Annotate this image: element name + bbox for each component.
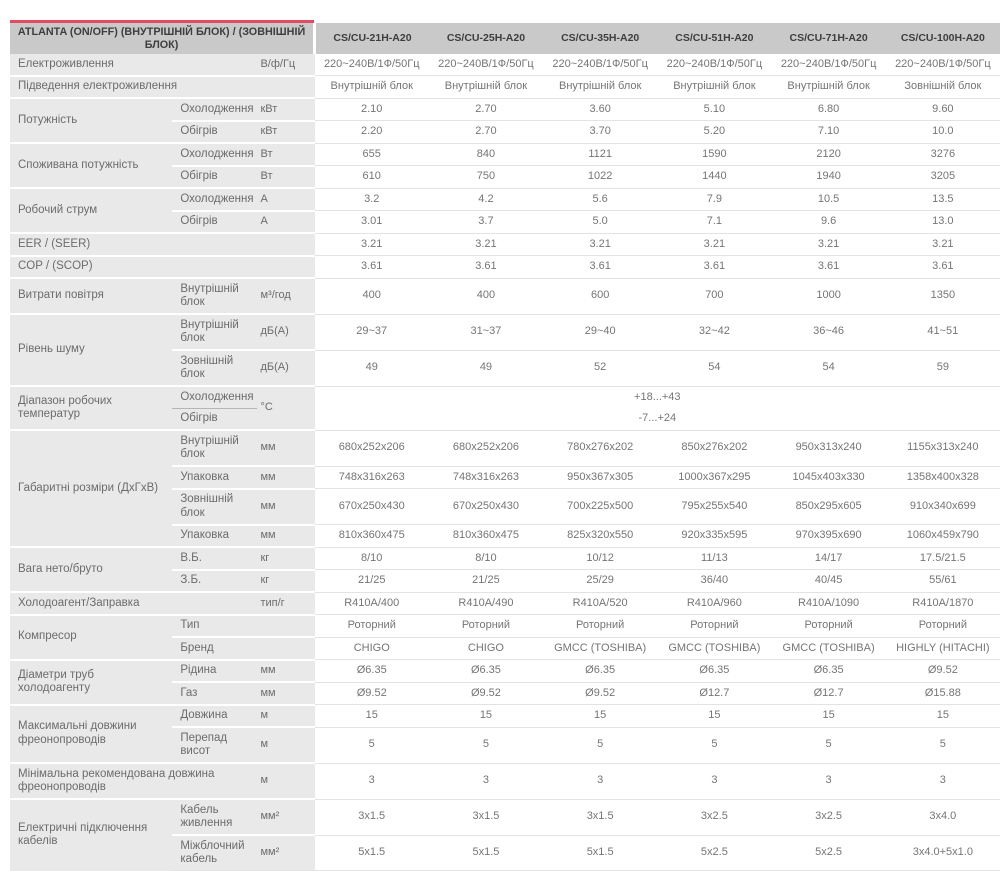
param-value: 1358x400x328 [886, 466, 1000, 489]
param-value: Ø12.7 [657, 682, 771, 705]
param-value: 7.1 [657, 211, 771, 234]
param-sub-label: Міжблочний кабель [172, 835, 257, 871]
param-unit: мм [257, 682, 314, 705]
param-unit [257, 637, 314, 660]
param-value: 6.80 [771, 98, 885, 121]
param-unit: кг [257, 570, 314, 593]
param-value: 5x2.5 [771, 835, 885, 871]
param-sub-label: Обігрів [172, 121, 257, 144]
param-value: 1440 [657, 166, 771, 189]
param-value: 400 [429, 278, 543, 314]
param-value: 13.5 [886, 188, 1000, 211]
param-value: 17.5/21.5 [886, 547, 1000, 570]
param-value: Ø9.52 [543, 682, 657, 705]
param-unit: мм² [257, 799, 314, 835]
param-sub-label: Охолодження [172, 143, 257, 166]
param-value: 3.7 [429, 211, 543, 234]
param-group-label: Рівень шуму [10, 314, 172, 386]
param-unit: В/ф/Гц [257, 54, 314, 76]
header-row [10, 23, 1000, 54]
spec-row [10, 547, 1000, 570]
param-value: 3 [771, 763, 885, 799]
param-value: 400 [315, 278, 429, 314]
param-value: 3 [886, 763, 1000, 799]
param-value: 840 [429, 143, 543, 166]
param-value: 1000 [771, 278, 885, 314]
spec-row [10, 592, 1000, 615]
param-unit: м [257, 727, 314, 763]
param-value: 29~37 [315, 314, 429, 350]
param-sub-label: Упаковка [172, 466, 257, 489]
param-value: 3.61 [657, 256, 771, 279]
param-value: 3x1.5 [315, 799, 429, 835]
param-value: 11/13 [657, 547, 771, 570]
param-value: 10.5 [771, 188, 885, 211]
param-value: 220~240В/1Ф/50Гц [543, 54, 657, 76]
param-group-label: Мінімальна рекомендована довжина фреонопроводів [10, 763, 257, 799]
param-value: 3x2.5 [657, 799, 771, 835]
param-value: 36/40 [657, 570, 771, 593]
param-unit: м [257, 705, 314, 728]
param-value: 15 [543, 705, 657, 728]
param-value: Внутрішній блок [543, 76, 657, 99]
param-value: 54 [771, 350, 885, 386]
param-sub-label: В.Б. [172, 547, 257, 570]
param-group-label: Споживана потужність [10, 143, 172, 188]
param-value: 5 [657, 727, 771, 763]
param-value: 220~240В/1Ф/50Гц [429, 54, 543, 76]
model-column-header: CS/CU-100H-A20 [886, 23, 1000, 54]
param-unit: А [257, 188, 314, 211]
param-sub-label: Довжина [172, 705, 257, 728]
param-value: 3205 [886, 166, 1000, 189]
param-value: 15 [886, 705, 1000, 728]
spec-table-header [10, 23, 1000, 54]
param-value: 3276 [886, 143, 1000, 166]
param-value: 950x367x305 [543, 466, 657, 489]
param-sub-label: Бренд [172, 637, 257, 660]
param-value: 3.60 [543, 98, 657, 121]
param-value: 15 [771, 705, 885, 728]
param-value: 748x316x263 [429, 466, 543, 489]
param-value: 1045x403x330 [771, 466, 885, 489]
param-value: 3.21 [657, 233, 771, 256]
param-value: 1350 [886, 278, 1000, 314]
param-value: 810x360x475 [429, 525, 543, 548]
param-value: 2.70 [429, 121, 543, 144]
param-value: R410A/400 [315, 592, 429, 615]
param-value: R410A/960 [657, 592, 771, 615]
param-value: 3.01 [315, 211, 429, 234]
param-value: 3.21 [886, 233, 1000, 256]
param-value: Ø9.52 [315, 682, 429, 705]
param-sub-label: Внутрішній блок [172, 314, 257, 350]
param-value: 825x320x550 [543, 525, 657, 548]
param-value: Внутрішній блок [771, 76, 885, 99]
param-value: Роторний [543, 615, 657, 638]
param-value: Внутрішній блок [429, 76, 543, 99]
param-value: Ø6.35 [771, 660, 885, 683]
param-value: 2.70 [429, 98, 543, 121]
param-value: 9.60 [886, 98, 1000, 121]
param-value: 52 [543, 350, 657, 386]
param-value: 8/10 [429, 547, 543, 570]
model-column-header: CS/CU-21H-A20 [315, 23, 429, 54]
param-unit: кг [257, 547, 314, 570]
param-sub-label: Рідина [172, 660, 257, 683]
param-value: HIGHLY (HITACHI) [886, 637, 1000, 660]
param-value: 220~240В/1Ф/50Гц [886, 54, 1000, 76]
param-unit: кВт [257, 98, 314, 121]
param-value: 7.10 [771, 121, 885, 144]
param-value: 220~240В/1Ф/50Гц [315, 54, 429, 76]
param-value: 21/25 [429, 570, 543, 593]
param-value: 2.20 [315, 121, 429, 144]
param-sub-label: Упаковка [172, 525, 257, 548]
param-value: 5x2.5 [657, 835, 771, 871]
param-value: 49 [429, 350, 543, 386]
param-value: 59 [886, 350, 1000, 386]
param-unit: м³/год [257, 278, 314, 314]
param-value: 5.20 [657, 121, 771, 144]
param-value: 3.21 [315, 233, 429, 256]
param-value: 3.61 [543, 256, 657, 279]
param-value: Ø6.35 [543, 660, 657, 683]
param-value: 2.10 [315, 98, 429, 121]
model-column-header: CS/CU-51H-A20 [657, 23, 771, 54]
spec-row [10, 256, 1000, 279]
param-group-label: COP / (SCOP) [10, 256, 315, 279]
param-value: 21/25 [315, 570, 429, 593]
param-value: 9.6 [771, 211, 885, 234]
param-value: 920x335x595 [657, 525, 771, 548]
param-value: R410A/1870 [886, 592, 1000, 615]
param-value: 1155x313x240 [886, 430, 1000, 466]
param-group-label: Електроживлення [10, 54, 257, 76]
param-value: 670x250x430 [315, 489, 429, 525]
param-value: 970x395x690 [771, 525, 885, 548]
param-value: 655 [315, 143, 429, 166]
param-value: 5 [886, 727, 1000, 763]
param-sub-label: Охолодження [172, 188, 257, 211]
param-value: 220~240В/1Ф/50Гц [657, 54, 771, 76]
param-value: 29~40 [543, 314, 657, 350]
param-sub-label: З.Б. [172, 570, 257, 593]
param-group-label: Холодоагент/Заправка [10, 592, 257, 615]
param-value: Ø6.35 [315, 660, 429, 683]
param-value: 1022 [543, 166, 657, 189]
param-value: 14/17 [771, 547, 885, 570]
param-value: 610 [315, 166, 429, 189]
param-value: 1060x459x790 [886, 525, 1000, 548]
param-unit: кВт [257, 121, 314, 144]
param-value: 810x360x475 [315, 525, 429, 548]
param-value: 780x276x202 [543, 430, 657, 466]
param-value: R410A/490 [429, 592, 543, 615]
param-value: 8/10 [315, 547, 429, 570]
param-unit: тип/г [257, 592, 314, 615]
param-value: 31~37 [429, 314, 543, 350]
param-group-label: Діапазон робочих температур [10, 386, 172, 430]
param-value: 3.21 [543, 233, 657, 256]
param-sub-label: Обігрів [172, 211, 257, 234]
param-value: 3x4.0 [886, 799, 1000, 835]
spec-row [10, 314, 1000, 350]
table-corner-header: ATLANTA (ON/OFF) (ВНУТРІШНІЙ БЛОК) / (ЗОВНІШНІЙ БЛОК) [10, 23, 315, 54]
param-value: Внутрішній блок [315, 76, 429, 99]
param-value: 5.6 [543, 188, 657, 211]
param-value: 700x225x500 [543, 489, 657, 525]
param-value: 795x255x540 [657, 489, 771, 525]
param-value: 850x276x202 [657, 430, 771, 466]
param-value: 3x4.0+5x1.0 [886, 835, 1000, 871]
param-value: 1000x367x295 [657, 466, 771, 489]
param-value: 910x340x699 [886, 489, 1000, 525]
param-unit: мм [257, 466, 314, 489]
param-value: R410A/1090 [771, 592, 885, 615]
param-group-label: Максимальні довжини фреонопроводів [10, 705, 172, 764]
param-value: 3x1.5 [429, 799, 543, 835]
param-unit: Вт [257, 166, 314, 189]
param-value: 7.9 [657, 188, 771, 211]
param-value: 3.61 [315, 256, 429, 279]
param-unit: дБ(А) [257, 314, 314, 350]
param-value: 2120 [771, 143, 885, 166]
param-unit: мм [257, 525, 314, 548]
param-value: Ø6.35 [657, 660, 771, 683]
spec-row [10, 98, 1000, 121]
param-value: 700 [657, 278, 771, 314]
param-group-label: Робочий струм [10, 188, 172, 233]
param-value: CHIGO [315, 637, 429, 660]
param-value: 3.61 [771, 256, 885, 279]
param-value: 680x252x206 [315, 430, 429, 466]
param-value: Ø9.52 [429, 682, 543, 705]
param-value: 5x1.5 [429, 835, 543, 871]
param-group-label: Компресор [10, 615, 172, 660]
param-value: GMCC (TOSHIBA) [771, 637, 885, 660]
param-unit [257, 615, 314, 638]
param-group-label: EER / (SEER) [10, 233, 315, 256]
param-unit: мм [257, 430, 314, 466]
param-value: 670x250x430 [429, 489, 543, 525]
spec-row [10, 188, 1000, 211]
param-group-label: Електричні підключення кабелів [10, 799, 172, 871]
param-value: 36~46 [771, 314, 885, 350]
param-value: 3.2 [315, 188, 429, 211]
param-value: 3.21 [429, 233, 543, 256]
param-value: 40/45 [771, 570, 885, 593]
param-unit: мм [257, 660, 314, 683]
param-value: 5.0 [543, 211, 657, 234]
param-value: 10/12 [543, 547, 657, 570]
param-sub-label: Газ [172, 682, 257, 705]
param-value: 600 [543, 278, 657, 314]
param-value: 3.21 [771, 233, 885, 256]
param-value: 750 [429, 166, 543, 189]
spec-row [10, 430, 1000, 466]
param-value: 850x295x605 [771, 489, 885, 525]
param-unit: м [257, 763, 314, 799]
spec-table-body [10, 54, 1000, 871]
param-value: 5 [543, 727, 657, 763]
spec-table [10, 23, 1000, 871]
param-value: 54 [657, 350, 771, 386]
param-value: CHIGO [429, 637, 543, 660]
param-value: 55/61 [886, 570, 1000, 593]
param-group-label: Підведення електроживлення [10, 76, 315, 99]
param-value: 3 [657, 763, 771, 799]
param-value: 1121 [543, 143, 657, 166]
param-value: 1590 [657, 143, 771, 166]
spec-row [10, 233, 1000, 256]
param-value: 13.0 [886, 211, 1000, 234]
param-sub-label: Кабель живлення [172, 799, 257, 835]
model-column-header: CS/CU-25H-A20 [429, 23, 543, 54]
param-group-label: Габаритні розміри (ДхГхВ) [10, 430, 172, 547]
param-value: 4.2 [429, 188, 543, 211]
param-value: 3 [429, 763, 543, 799]
spec-row [10, 76, 1000, 99]
param-unit: мм² [257, 835, 314, 871]
param-value: Зовнішній блок [886, 76, 1000, 99]
param-sub-label: Внутрішній блок [172, 278, 257, 314]
param-value: 5 [429, 727, 543, 763]
param-value: 15 [315, 705, 429, 728]
param-value: 3 [315, 763, 429, 799]
param-sub-label: Зовнішній блок [172, 350, 257, 386]
param-unit: Вт [257, 143, 314, 166]
param-value: 950x313x240 [771, 430, 885, 466]
param-value: 25/29 [543, 570, 657, 593]
param-value: 3.70 [543, 121, 657, 144]
spec-row [10, 54, 1000, 76]
param-group-label: Вага нето/бруто [10, 547, 172, 592]
param-value: 15 [429, 705, 543, 728]
param-sub-label: Обігрів [172, 408, 257, 430]
param-value: Роторний [315, 615, 429, 638]
param-value: 5.10 [657, 98, 771, 121]
param-value: 748x316x263 [315, 466, 429, 489]
spec-row [10, 763, 1000, 799]
param-group-label: Потужність [10, 98, 172, 143]
param-value: 5 [315, 727, 429, 763]
param-value: 49 [315, 350, 429, 386]
param-sub-label: Охолодження [172, 386, 257, 408]
param-value: Роторний [886, 615, 1000, 638]
param-value: 41~51 [886, 314, 1000, 350]
param-value: 3x2.5 [771, 799, 885, 835]
param-unit: °C [257, 386, 314, 430]
param-value: 5x1.5 [543, 835, 657, 871]
param-value: 15 [657, 705, 771, 728]
param-value: Ø9.52 [886, 660, 1000, 683]
param-value: 10.0 [886, 121, 1000, 144]
param-value: 3.61 [429, 256, 543, 279]
param-value: Внутрішній блок [657, 76, 771, 99]
param-value: 5x1.5 [315, 835, 429, 871]
param-value: 5 [771, 727, 885, 763]
param-group-label: Діаметри труб холодоагенту [10, 660, 172, 705]
param-value: GMCC (TOSHIBA) [657, 637, 771, 660]
param-value: 3x1.5 [543, 799, 657, 835]
model-column-header: CS/CU-71H-A20 [771, 23, 885, 54]
spec-row [10, 615, 1000, 638]
spec-row [10, 799, 1000, 835]
param-sub-label: Перепад висот [172, 727, 257, 763]
spec-row [10, 278, 1000, 314]
param-value: R410A/520 [543, 592, 657, 615]
param-value: 680x252x206 [429, 430, 543, 466]
param-unit: мм [257, 489, 314, 525]
param-unit: А [257, 211, 314, 234]
param-value: Роторний [771, 615, 885, 638]
param-value: Роторний [429, 615, 543, 638]
param-sub-label: Обігрів [172, 166, 257, 189]
param-value: 3 [543, 763, 657, 799]
model-column-header: CS/CU-35H-A20 [543, 23, 657, 54]
param-value: 32~42 [657, 314, 771, 350]
param-value: Ø6.35 [429, 660, 543, 683]
param-value: GMCC (TOSHIBA) [543, 637, 657, 660]
param-value: 220~240В/1Ф/50Гц [771, 54, 885, 76]
param-value: Роторний [657, 615, 771, 638]
param-value: 1940 [771, 166, 885, 189]
param-sub-label: Охолодження [172, 98, 257, 121]
spec-row [10, 705, 1000, 728]
param-sub-label: Тип [172, 615, 257, 638]
param-sub-label: Внутрішній блок [172, 430, 257, 466]
param-value: -7...+24 [315, 408, 1000, 430]
param-value: Ø12.7 [771, 682, 885, 705]
param-value: 3.61 [886, 256, 1000, 279]
param-unit: дБ(А) [257, 350, 314, 386]
spec-row [10, 660, 1000, 683]
param-value: +18...+43 [315, 386, 1000, 408]
param-sub-label: Зовнішній блок [172, 489, 257, 525]
spec-row [10, 143, 1000, 166]
param-group-label: Витрати повітря [10, 278, 172, 314]
spec-row [10, 386, 1000, 408]
param-value: Ø15.88 [886, 682, 1000, 705]
